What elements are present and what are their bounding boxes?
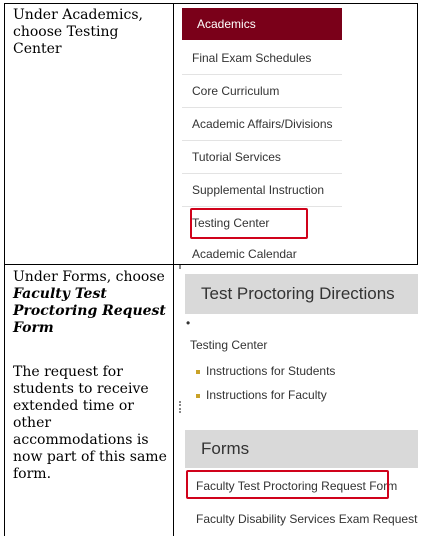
step-2-instruction <box>13 269 167 337</box>
faculty-disability-services-exam-request-link[interactable]: Faculty Disability Services Exam Request <box>196 512 418 526</box>
academics-menu <box>182 8 342 264</box>
menu-item-academic-calendar[interactable]: Academic Calendar <box>192 247 297 261</box>
test-proctoring-directions-header: Test Proctoring Directions <box>185 274 418 314</box>
panel-border-dots <box>179 265 185 269</box>
menu-header-academics[interactable]: Academics <box>182 8 342 40</box>
instructions-students-link[interactable] <box>196 364 335 378</box>
bullet-square-icon <box>196 394 200 398</box>
panel-border-dots <box>179 401 185 413</box>
column-divider <box>173 4 174 264</box>
step-row-1 <box>4 3 418 265</box>
menu-item-tutorial-services[interactable]: Tutorial Services <box>182 141 342 174</box>
menu-item-academic-affairs[interactable]: Academic Affairs/Divisions <box>182 108 342 141</box>
link-label: Instructions for Students <box>206 364 336 378</box>
instructions-faculty-link[interactable] <box>196 388 327 402</box>
menu-item-final-exam-schedules[interactable]: Final Exam Schedules <box>182 42 342 75</box>
form-name-emphasis: Faculty Test Proctoring Request Form <box>13 286 166 336</box>
menu-item-core-curriculum[interactable]: Core Curriculum <box>182 75 342 108</box>
menu-item-testing-center[interactable]: Testing Center <box>192 216 270 230</box>
step-2-instruction-prefix: Under Forms, choose <box>13 269 165 285</box>
column-divider <box>173 264 174 536</box>
testing-center-label[interactable]: Testing Center <box>190 338 268 352</box>
step-2-note: The request for students to receive extended time or other accommodations is now part of this same form. <box>13 364 167 482</box>
menu-item-supplemental-instruction[interactable]: Supplemental Instruction <box>182 174 342 207</box>
instruction-table <box>4 3 418 536</box>
highlight-box-testing-center <box>190 208 308 239</box>
forms-header: Forms <box>185 430 418 468</box>
step-1-instruction: Under Academics, choose Testing Center <box>13 7 143 57</box>
bullet-marker: • <box>186 316 191 330</box>
faculty-test-proctoring-request-form-link[interactable]: Faculty Test Proctoring Request Form <box>196 479 398 493</box>
link-label: Instructions for Faculty <box>206 388 327 402</box>
highlight-box-request-form <box>186 470 389 499</box>
bullet-square-icon <box>196 370 200 374</box>
